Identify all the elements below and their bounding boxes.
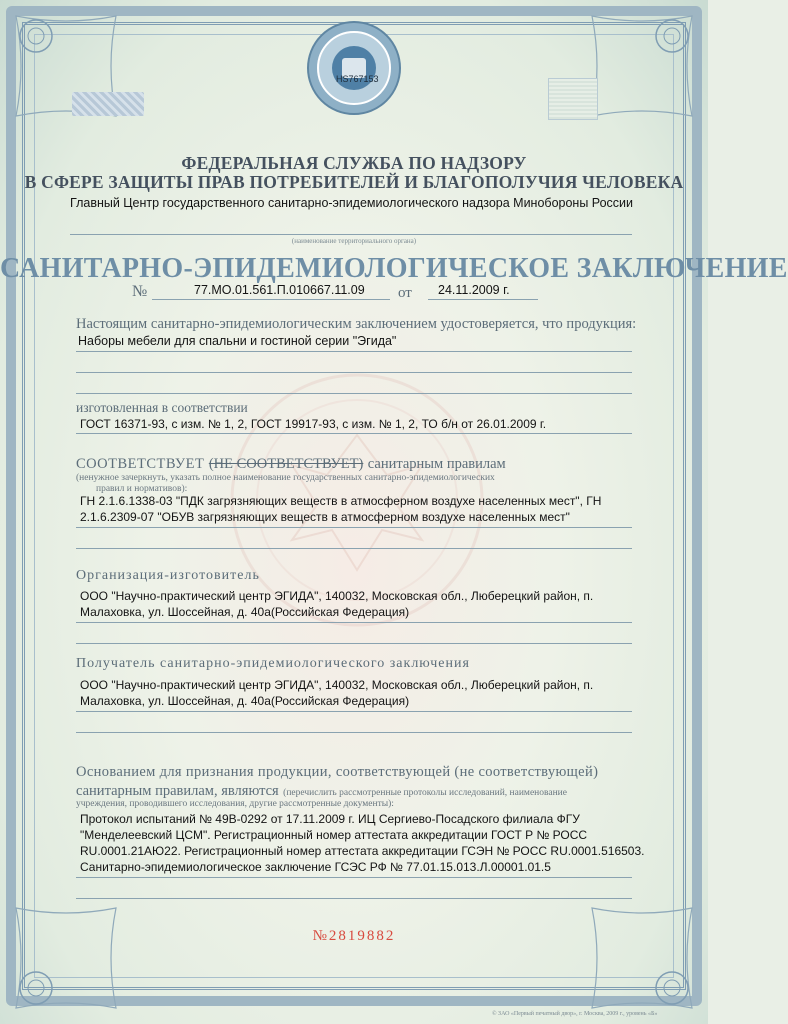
manufacturer-value-2: Малаховка, ул. Шоссейная, д. 40а(Российская Федерация) [80,605,410,619]
territorial-organ-value: Главный Центр государственного санитарно-эпидемиологического надзора Минобороны России [70,196,633,210]
manufacturer-underline [76,622,632,623]
product-value: Наборы мебели для спальни и гостиной серии "Эгида" [78,334,397,348]
date-underline [428,299,538,300]
manufacturer-value-1: ООО "Научно-практический центр ЭГИДА", 140032, Московская обл., Люберецкий район, п. [80,589,594,603]
compliance-value-2: 2.1.6.2309-07 "ОБУВ загрязняющих веществ в атмосферном воздухе населенных мест" [80,510,570,524]
document-number: 77.МО.01.561.П.010667.11.09 [194,283,365,297]
territorial-organ-caption: (наименование территориального органа) [291,237,417,245]
document-title: САНИТАРНО-ЭПИДЕМИОЛОГИЧЕСКОЕ ЗАКЛЮЧЕНИЕ [0,253,788,284]
corner-ornament-bottom-left [6,898,126,1018]
organ-underline [70,234,632,235]
hologram-code: HS767153 [336,74,379,84]
basis-underline-2 [76,898,632,899]
product-underline [76,351,632,352]
product-label: Настоящим санитарно-эпидемиологическим заключением удостоверяется, что продукция: [76,316,637,332]
printer-imprint: © ЗАО «Первый печатный двор», г. Москва, 2009 г., уровень «Б» [492,1011,658,1017]
basis-value-2: "Менделеевский ЦСМ". Регистрационный номер аттестата аккредитации ГОСТ Р № РОСС [80,828,588,842]
agency-title-line1: ФЕДЕРАЛЬНАЯ СЛУЖБА ПО НАДЗОРУ [181,153,527,173]
basis-line-3: учреждения, проводившего исследования, другие рассмотренные документы): [76,799,394,809]
agency-title-line2: В СФЕРЕ ЗАЩИТЫ ПРАВ ПОТРЕБИТЕЛЕЙ И БЛАГОПОЛУЧИЯ ЧЕЛОВЕКА [24,172,684,192]
basis-underline [76,877,632,878]
hologram-strip [72,92,144,116]
basis-line-2a: санитарным правилам, являются [76,783,279,799]
basis-value-1: Протокол испытаний № 49В-0292 от 17.11.2009 г. ИЦ Сергиево-Посадского филиала ФГУ [80,812,580,826]
complies-text: СООТВЕТСТВУЕТ [76,456,205,472]
compliance-note-2: правил и нормативов): [96,484,188,494]
recipient-underline-2 [76,732,632,733]
serial-number: №2819882 [312,928,396,944]
manufacturer-label: Организация-изготовитель [76,568,260,583]
product-underline-3 [76,393,632,394]
rules-text: санитарным правилам [367,456,506,472]
number-underline [152,299,390,300]
corner-ornament-bottom-right [582,898,702,1018]
compliance-note-1: (ненужное зачеркнуть, указать полное наименование государственных санитарно-эпидемиологических [76,473,495,483]
security-square [548,78,598,120]
hologram-emblem-icon [304,18,404,118]
manufactured-label: изготовленная в соответствии [76,400,248,415]
compliance-value-1: ГН 2.1.6.1338-03 "ПДК загрязняющих веществ в атмосферном воздухе населенных мест", ГН [80,494,602,508]
corner-ornament-top-right [582,6,702,126]
basis-line-2 [76,782,567,800]
not-complies-text: (НЕ СООТВЕТСТВУЕТ) [208,456,364,472]
date-label: от [398,285,412,301]
compliance-underline [76,527,632,528]
recipient-value-1: ООО "Научно-практический центр ЭГИДА", 140032, Московская обл., Люберецкий район, п. [80,678,594,692]
manufactured-value: ГОСТ 16371-93, с изм. № 1, 2, ГОСТ 19917-93, с изм. № 1, 2, ТО б/н от 26.01.2009 г. [80,417,547,431]
document-date: 24.11.2009 г. [438,283,510,297]
basis-line-1: Основанием для признания продукции, соответствующей (не соответствующей) [76,764,599,780]
compliance-underline-2 [76,548,632,549]
number-label: № [132,283,148,300]
manufactured-underline [76,433,632,434]
product-underline-2 [76,372,632,373]
basis-line-2b: (перечислить рассмотренные протоколы исследований, наименование [283,788,567,798]
compliance-line [76,455,506,473]
basis-value-4: Санитарно-эпидемиологическое заключение ГСЭС РФ № 77.01.15.013.Л.00001.01.5 [80,860,551,874]
recipient-value-2: Малаховка, ул. Шоссейная, д. 40а(Российская Федерация) [80,694,410,708]
basis-value-3: RU.0001.21АЮ22. Регистрационный номер аттестата аккредитации ГСЭН № РОСС RU.0001.516503. [80,844,645,858]
recipient-underline [76,711,632,712]
manufacturer-underline-2 [76,643,632,644]
recipient-label: Получатель санитарно-эпидемиологического заключения [76,656,470,671]
